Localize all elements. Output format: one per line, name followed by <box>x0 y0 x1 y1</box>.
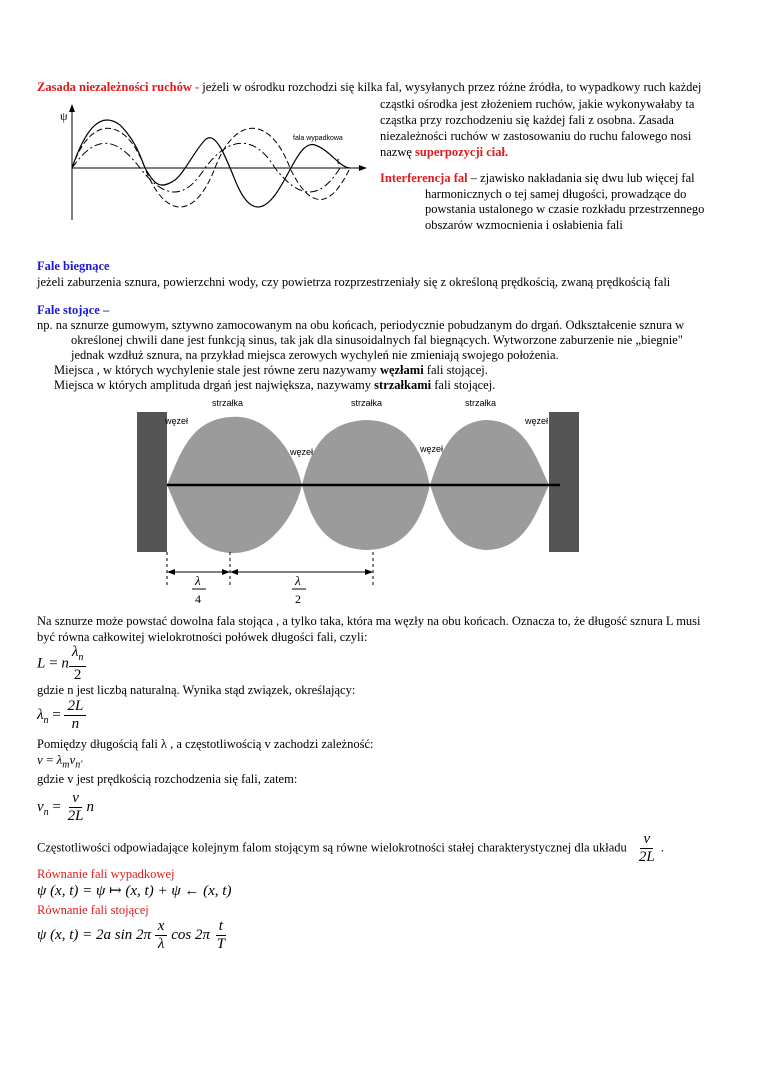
standing-wave-diagram <box>130 395 590 610</box>
quarter-denominator: 4 <box>195 592 201 606</box>
left-clamp <box>137 412 167 552</box>
frequency-conclusion <box>37 831 664 866</box>
eq1-num <box>69 644 87 667</box>
arrow-head <box>222 569 230 575</box>
eq4-equals: = <box>48 798 65 815</box>
eq4-lhs: v <box>37 798 44 815</box>
e2-lambda: λ <box>157 936 165 952</box>
superposition-line: cząstka przy rozchodzeniu się każdej fali z osobna. Zasada <box>380 113 674 127</box>
eq2-sub: n <box>43 714 49 726</box>
travelling-text: jeżeli zaburzenia sznura, powierzchni wody, czy powietrza rozprzestrzeniały się z określoną prędkością, zwaną prędkością fali <box>37 275 671 289</box>
derivation-line: Na sznurze może powstać dowolna fala stojąca , a tylko taka, która ma węzły na obu końcach. Oznacza to, że długość sznura L musi <box>37 614 701 628</box>
eq1-lhs: L <box>37 655 46 672</box>
e2-fraction-x <box>155 918 168 953</box>
arrow-head <box>167 569 175 575</box>
nodes-term: węzłami <box>379 363 424 377</box>
interference-block <box>380 171 704 233</box>
graph-y-arrow <box>69 104 75 112</box>
node-label-2: węzeł <box>290 447 314 457</box>
graph-psi-label: ψ <box>60 109 68 123</box>
eq1-fraction <box>69 644 87 684</box>
e2-cos: cos 2π <box>171 926 210 943</box>
interference-title: Interferencja fal <box>380 171 468 185</box>
antinodes-term: strzałkami <box>374 378 432 392</box>
antinodes-text-end: fali stojącej. <box>431 378 496 392</box>
e2-fraction-t <box>214 918 228 953</box>
derivation-line: gdzie v jest prędkością rozchodzenia się fali, zatem: <box>37 772 298 786</box>
eq2-fraction <box>64 698 86 733</box>
nodes-text: Miejsca , w których wychylenie stale jest równe zeru nazywamy <box>54 363 380 377</box>
eq3-sub-m: m <box>62 759 70 771</box>
graph-t-label: t <box>337 156 340 166</box>
conclusion-fraction <box>636 831 658 866</box>
e2-T: T <box>216 936 226 952</box>
eq1-n: n <box>61 655 69 672</box>
e2-lhs: ψ (x, t) = 2a sin 2π <box>37 926 152 943</box>
antinode-label-3: strzałka <box>465 398 497 408</box>
equation-harmonics <box>37 790 94 825</box>
derivation-intro <box>37 613 701 645</box>
standing-line: jednak wzdłuż sznura, na przykład miejsca zerowych wychyleń nie zmieniają swojego położenia. <box>71 348 559 362</box>
eq4-fraction <box>65 790 87 825</box>
arrow-head <box>230 569 238 575</box>
superposition-last-line <box>380 144 694 160</box>
half-denominator: 2 <box>295 592 301 606</box>
standing-wave-heading: Równanie fali stojącej <box>37 903 149 917</box>
derivation-line: być równa całkowitej wielokrotności połówek długości fali, czyli: <box>37 630 368 644</box>
superposition-text <box>380 96 694 160</box>
interference-line: powstania ustalonego w czasie rozkładu przestrzennego <box>425 202 705 216</box>
conclusion-den: 2L <box>638 849 655 865</box>
conclusion-num: v <box>640 831 653 849</box>
standing-line: np. na sznurze gumowym, sztywno zamocowanym na obu końcach, periodycznie pobudzanym do drgań. Odkształcenie sznura w <box>37 318 685 332</box>
derivation-line: gdzie n jest liczbą naturalną. Wynika stąd związek, określający: <box>37 683 356 697</box>
eq3-lhs: v <box>37 752 43 767</box>
eq4-sub: n <box>43 806 49 818</box>
node-label-right: węzeł <box>525 416 549 426</box>
eq3-v: v <box>69 752 76 767</box>
superposition-line1: jeżeli w ośrodku rozchodzi się kilka fal, wysyłanych przez różne źródła, to wypadkowy ruch każdej <box>202 80 702 94</box>
eq3-lambda: λ <box>56 752 63 767</box>
conclusion-end: . <box>657 840 664 855</box>
interference-first-line <box>380 171 704 187</box>
nodes-text-end: fali stojącej. <box>423 363 488 377</box>
half-lambda: λ <box>295 573 301 588</box>
standing-line: określonej chwili dane jest funkcją sinus, tak jak dla sinusoidalnych fal biegnących. Wytworzone zaburzenie nie „biegnie" <box>71 333 683 347</box>
nodes-definition <box>37 363 684 378</box>
interference-line: harmonicznych o tej samej długości, prowadzące do <box>425 186 687 201</box>
standing-text <box>37 318 684 393</box>
interference-line1: – zjawisko nakładania się dwu lub więcej fal <box>467 171 695 185</box>
antinodes-text: Miejsca w których amplituda drgań jest największa, nazywamy <box>54 378 375 392</box>
standing-title: Fale stojące – <box>37 303 110 317</box>
arrow-head <box>365 569 373 575</box>
equation-length <box>37 644 86 684</box>
resultant-wave-equation: ψ (x, t) = ψ ↦ (x, t) + ψ ← (x, t) <box>37 883 232 899</box>
eq4-den: 2L <box>67 808 84 824</box>
node-label-left: węzeł <box>165 416 189 426</box>
equation-wavelength <box>37 698 86 733</box>
derivation-line: Pomiędzy długością fali λ , a częstotliwością v zachodzi zależność: <box>37 737 374 751</box>
eq1-lambda: λ <box>71 644 79 660</box>
standing-wave-equation <box>37 918 228 953</box>
node-label-3: węzeł <box>420 444 444 454</box>
superposition-title: Zasada niezależności ruchów <box>37 80 192 94</box>
superposition-dash: - <box>191 80 203 94</box>
superposition-first-line <box>37 80 701 95</box>
superposition-line: niezależności ruchów w zastosowaniu do ruchu falowego nosi <box>380 129 692 143</box>
antinodes-definition <box>37 378 684 393</box>
eq3-sub-n: n' <box>75 759 83 771</box>
eq4-n: n <box>86 798 94 815</box>
conclusion-text: Częstotliwości odpowiadające kolejnym falom stojącym są równe wielokrotności stałej charakterystycznej dla układu <box>37 840 627 855</box>
quarter-lambda: λ <box>195 573 201 588</box>
eq2-den: n <box>71 716 80 732</box>
antinode-label-2: strzałka <box>351 398 383 408</box>
interference-line: obszarów wzmocnienia i osłabienia fali <box>425 217 623 232</box>
antinode-label-1: strzałka <box>212 398 244 408</box>
superposition-line: cząstki ośrodka jest złożeniem ruchów, jakie wykonywałaby ta <box>380 97 695 111</box>
right-clamp <box>549 412 579 552</box>
graph-resultant-label: fala wypadkowa <box>293 135 343 142</box>
eq1-sub: n <box>78 652 84 663</box>
eq1-equals: = <box>45 655 62 672</box>
eq1-den: 2 <box>73 667 82 683</box>
e2-t: t <box>216 918 226 936</box>
resultant-wave-heading: Równanie fali wypadkowej <box>37 867 175 881</box>
eq2-num: 2L <box>64 698 86 716</box>
equation-frequency <box>37 752 82 771</box>
superposition-term: superpozycji ciał. <box>415 145 509 159</box>
wave-lower-envelope <box>167 485 549 553</box>
superposition-last-prefix: nazwę <box>380 145 416 159</box>
wave-upper-envelope <box>167 417 549 485</box>
e2-x: x <box>155 918 168 936</box>
eq3-equals: = <box>42 752 57 767</box>
travelling-title: Fale biegnące <box>37 259 110 273</box>
resultant-wave <box>72 120 350 207</box>
eq2-lambda: λ <box>37 706 44 723</box>
eq2-equals: = <box>48 706 65 723</box>
graph-x-arrow <box>359 165 367 171</box>
eq4-num: v <box>69 790 82 808</box>
superposition-graph <box>55 100 375 225</box>
